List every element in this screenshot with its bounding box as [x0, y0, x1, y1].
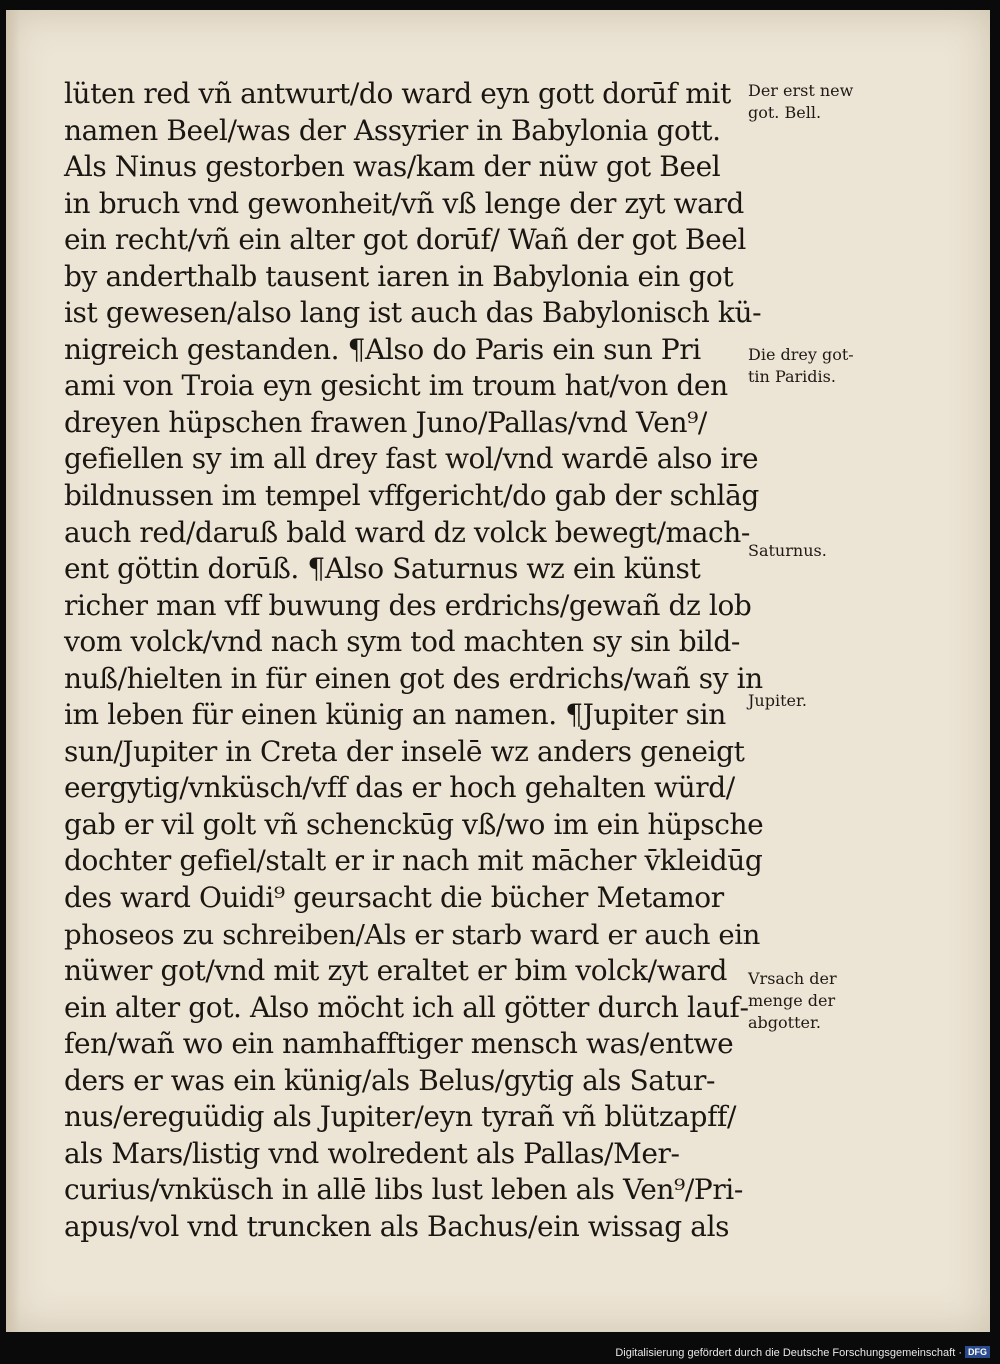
- text-line: bildnussen im tempel vffgericht/do gab der schlāg: [64, 479, 759, 513]
- text-line: fen/wañ wo ein namhafftiger mensch was/entwe: [64, 1027, 734, 1061]
- margin-note-line: menge der: [748, 991, 836, 1010]
- margin-note-line: got. Bell.: [748, 103, 822, 122]
- dfg-logo: DFG: [965, 1346, 990, 1358]
- book-page: [6, 10, 990, 1332]
- text-line: nuß/hielten in für einen got des erdrichs/wañ sy in: [64, 661, 763, 695]
- margin-note-line: abgotter.: [748, 1013, 821, 1032]
- margin-note-paridis: [748, 344, 908, 388]
- text-line: nüwer got/vnd mit zyt eraltet er bim volck/ward: [64, 954, 728, 988]
- margin-note-line: tin Paridis.: [748, 367, 836, 386]
- text-line: lüten red vñ antwurt/do ward eyn gott dorūf mit: [64, 77, 731, 110]
- text-line: apus/vol vnd truncken als Bachus/ein wissag als: [64, 1209, 730, 1243]
- text-line: eergytig/vnküsch/vff das er hoch gehalten würd/: [64, 771, 735, 805]
- text-line: dochter gefiel/stalt er ir nach mit mācher v̄kleidūg: [64, 844, 763, 878]
- text-line: des ward Ouidi⁹ geursacht die bücher Metamor: [64, 881, 724, 915]
- text-line: sun/Jupiter in Creta der inselē wz anders geneigt: [64, 734, 745, 768]
- text-line: curius/vnküsch in allē libs lust leben als Ven⁹/Pri‐: [64, 1173, 743, 1207]
- text-line: namen Beel/was der Assyrier in Babylonia gott.: [64, 113, 721, 147]
- credit-text: Digitalisierung gefördert durch die Deutsche Forschungsgemeinschaft ·: [615, 1347, 962, 1359]
- text-line: phoseos zu schreiben/Als er starb ward er auch ein: [64, 918, 760, 951]
- text-line: nus/ereguüdig als Jupiter/eyn tyrañ vñ blützapff/: [64, 1100, 737, 1134]
- text-line: richer man vff buwung des erdrichs/gewañ dz lob: [64, 588, 752, 622]
- margin-note-line: Vrsach der: [748, 969, 837, 988]
- text-line: ent göttin dorūß. ¶Also Saturnus wz ein künst: [64, 552, 701, 586]
- margin-note-abgotter: [748, 968, 908, 1034]
- text-line: gefiellen sy im all drey fast wol/vnd wardē also ire: [64, 442, 759, 476]
- margin-note-line: Der erst new: [748, 81, 854, 100]
- text-line: in bruch vnd gewonheit/vñ vß lenge der zyt ward: [64, 186, 744, 220]
- text-line: als Mars/listig vnd wolredent als Pallas/Mer‐: [64, 1136, 680, 1170]
- text-line: ders er was ein künig/als Belus/gytig als Satur‐: [64, 1063, 716, 1097]
- body-text: [64, 76, 764, 1246]
- margin-note-bell: [748, 80, 908, 124]
- margin-note-line: Jupiter.: [748, 691, 807, 710]
- margin-note-line: Die drey got‐: [748, 345, 854, 364]
- text-line: nigreich gestanden. ¶Also do Paris ein sun Pri: [64, 332, 701, 366]
- margin-note-jupiter: [748, 690, 908, 712]
- text-line: by anderthalb tausent iaren in Babylonia ein got: [64, 259, 734, 293]
- text-line: ami von Troia eyn gesicht im troum hat/von den: [64, 369, 728, 403]
- text-line: vom volck/vnd nach sym tod machten sy sin bild‐: [64, 625, 740, 659]
- text-line: ein alter got. Also möcht ich all götter durch lauf‐: [64, 990, 749, 1024]
- text-line: Als Ninus gestorben was/kam der nüw got Beel: [64, 150, 721, 184]
- margin-note-line: Saturnus.: [748, 541, 827, 560]
- text-line: ein recht/vñ ein alter got dorūf/ Wañ der got Beel: [64, 223, 746, 257]
- text-line: im leben für einen künig an namen. ¶Jupiter sin: [64, 698, 726, 732]
- digitization-credit: [0, 1346, 990, 1359]
- text-line: auch red/daruß bald ward dz volck bewegt/mach‐: [64, 515, 750, 549]
- margin-note-saturnus: [748, 540, 908, 562]
- text-line: gab er vil golt vñ schenckūg vß/wo im ein hüpsche: [64, 807, 764, 841]
- text-line: ist gewesen/also lang ist auch das Babylonisch kü‐: [64, 296, 762, 330]
- text-line: dreyen hüpschen frawen Juno/Pallas/vnd Ven⁹/: [64, 405, 707, 439]
